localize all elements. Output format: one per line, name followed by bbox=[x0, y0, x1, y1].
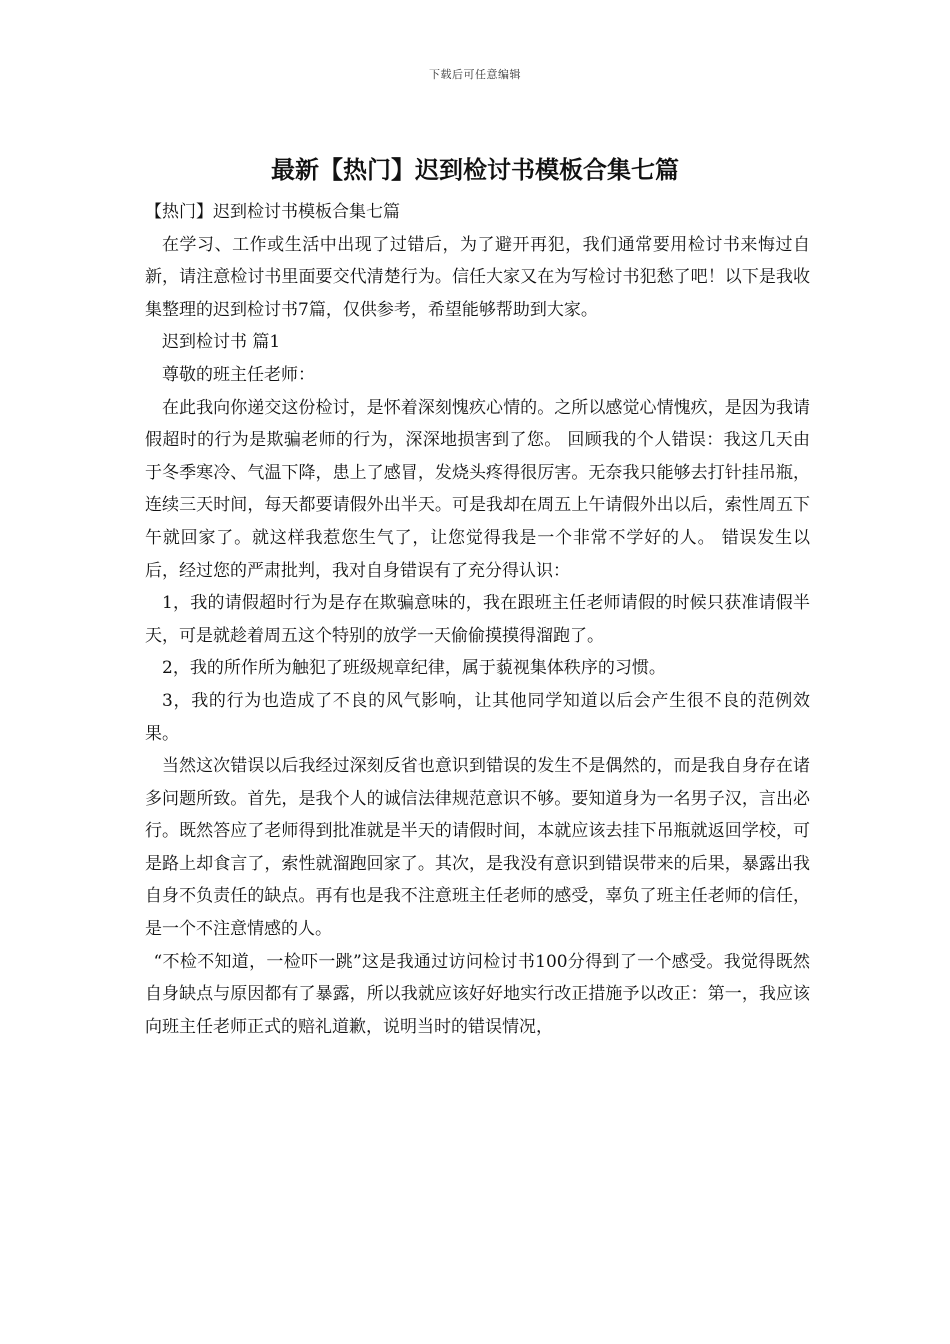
body-paragraph: 在此我向你递交这份检讨，是怀着深刻愧疚心情的。之所以感觉心情愧疚，是因为我请假超时的行为是欺骗老师的行为，深深地损害到了您。 回顾我的个人错误：我这几天由于冬季寒冷、气温下降，患上了感冒，发烧头疼得很厉害。无奈我只能够去打针挂吊瓶，连续三天时间，每天都要请假外出半天。可是我却在周五上午请假外出以后，索性周五下午就回家了。就这样我惹您生气了，让您觉得我是一个非常不学好的人。 错误发生以后，经过您的严肃批判，我对自身错误有了充分得认识： bbox=[145, 397, 810, 581]
salutation: 尊敬的班主任老师： bbox=[162, 364, 315, 385]
body-paragraph: 当然这次错误以后我经过深刻反省也意识到错误的发生不是偶然的，而是我自身存在诸多问题所致。首先，是我个人的诚信法律规范意识不够。要知道身为一名男子汉，言出必行。既然答应了老师得到批准就是半天的请假时间，本就应该去挂下吊瓶就返回学校，可是路上却食言了，索性就溜跑回家了。其次，是我没有意识到错误带来的后果，暴露出我自身不负责任的缺点。再有也是我不注意班主任老师的感受，辜负了班主任老师的信任，是一个不注意情感的人。 bbox=[145, 756, 810, 940]
page-header-note: 下载后可任意编辑 bbox=[429, 68, 521, 81]
list-item: 3，我的行为也造成了不良的风气影响，让其他同学知道以后会产生很不良的范例效果。 bbox=[145, 690, 810, 744]
document-title: 最新【热门】迟到检讨书模板合集七篇 bbox=[271, 155, 679, 184]
document-body bbox=[145, 196, 810, 1043]
body-paragraph: “不检不知道，一检吓一跳”这是我通过访问检讨书100分得到了一个感受。我觉得既然自身缺点与原因都有了暴露，所以我就应该好好地实行改正措施予以改正：第一，我应该向班主任老师正式的赔礼道歉，说明当时的错误情况， bbox=[145, 951, 810, 1037]
subtitle-paragraph: 【热门】迟到检讨书模板合集七篇 bbox=[145, 202, 400, 222]
list-item: 1，我的请假超时行为是存在欺骗意味的，我在跟班主任老师请假的时候只获准请假半天，可是就趁着周五这个特别的放学一天偷偷摸摸得溜跑了。 bbox=[145, 593, 810, 646]
intro-paragraph: 在学习、工作或生活中出现了过错后，为了避开再犯，我们通常要用检讨书来悔过自新，请注意检讨书里面要交代清楚行为。信任大家又在为写检讨书犯愁了吧！以下是我收集整理的迟到检讨书7篇，仅供参考，希望能够帮助到大家。 bbox=[145, 234, 810, 320]
list-item: 2，我的所作所为触犯了班级规章纪律，属于藐视集体秩序的习惯。 bbox=[162, 658, 666, 679]
section-heading: 迟到检讨书 篇1 bbox=[162, 332, 281, 353]
